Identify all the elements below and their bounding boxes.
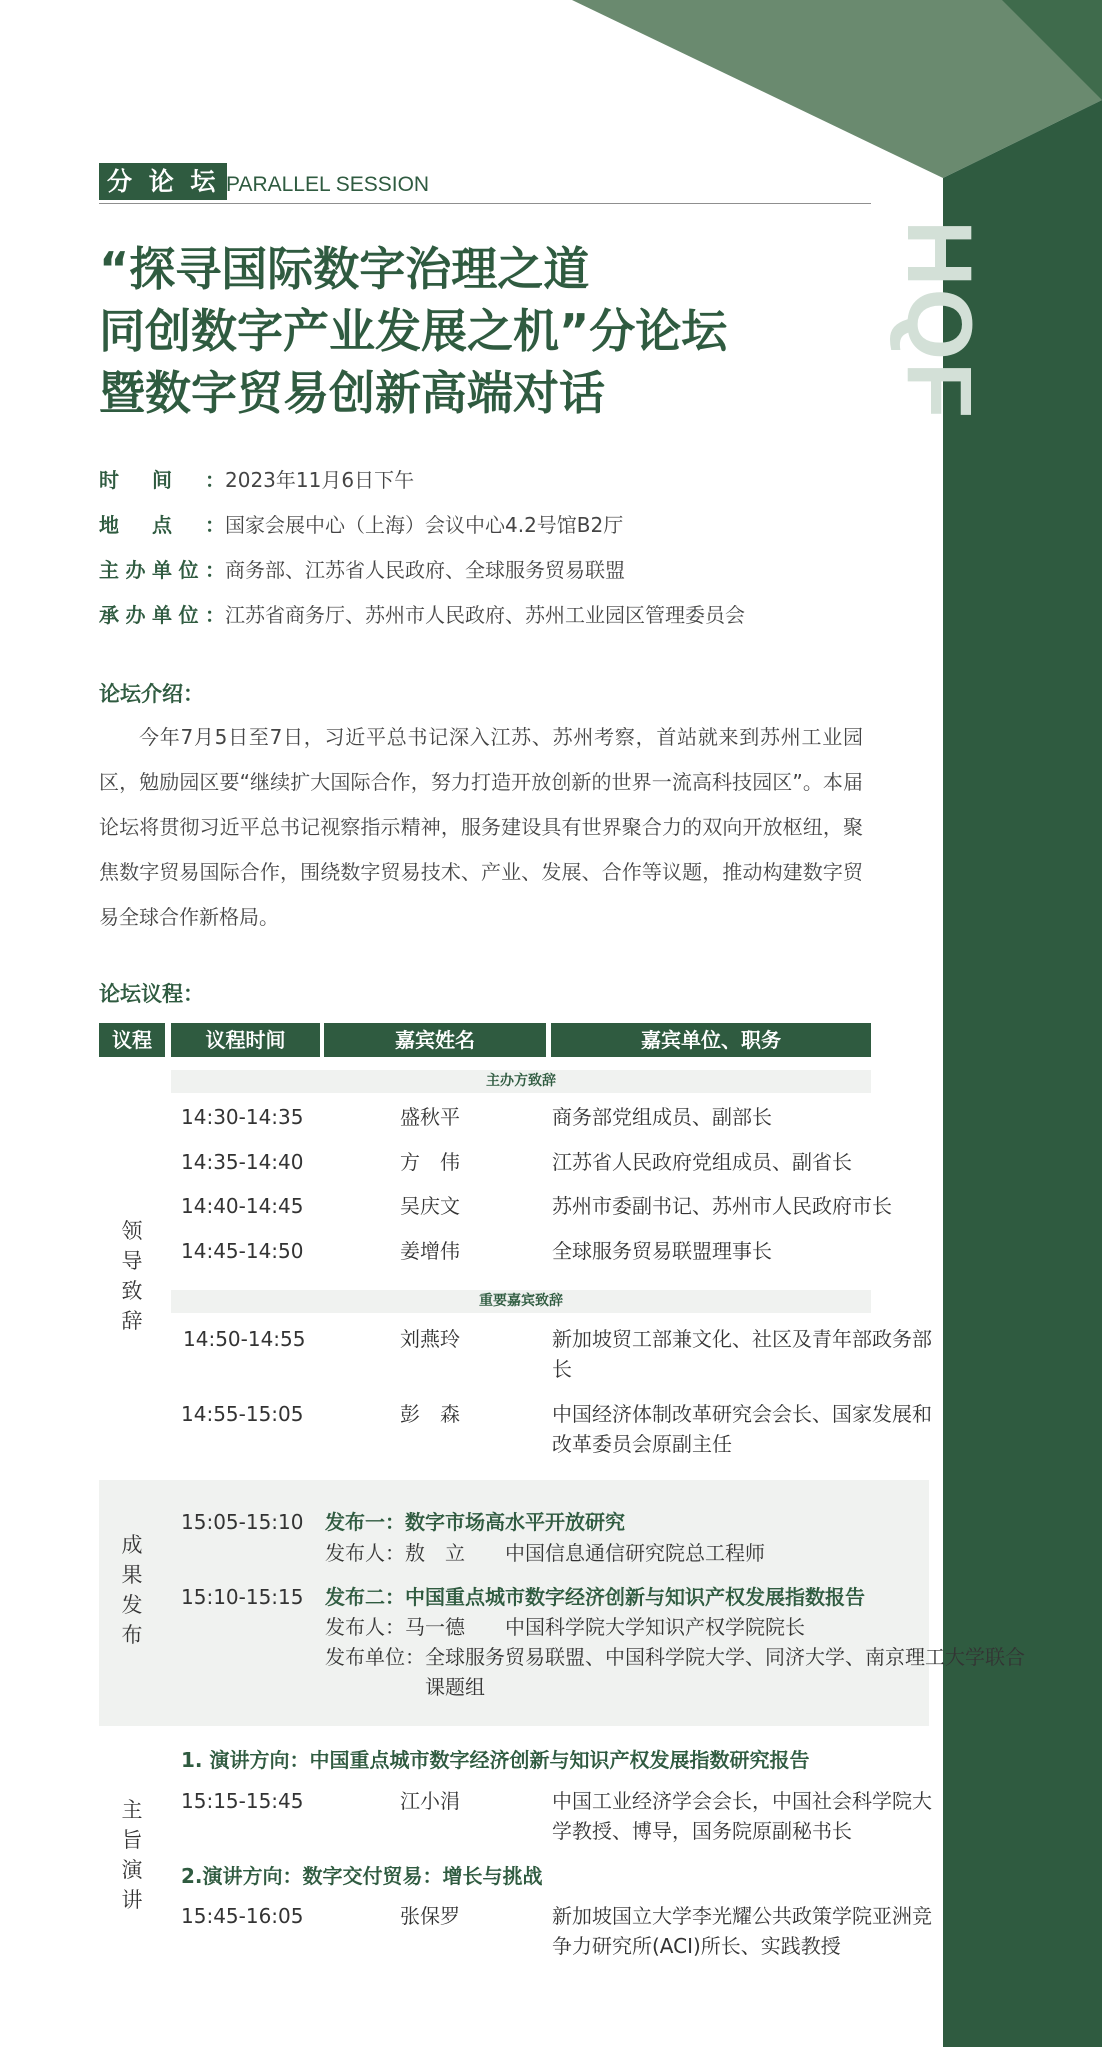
agenda-time: 15:15-15:45 <box>181 1789 304 1813</box>
guest-name: 江小涓 <box>400 1789 460 1813</box>
title-line: 暨数字贸易创新高端对话 <box>99 366 605 420</box>
th-guest-org: 嘉宾单位、职务 <box>551 1023 871 1057</box>
release-presenter <box>325 1612 805 1642</box>
guest-org: 新加坡贸工部兼文化、社区及青年部政务部长 <box>552 1327 932 1381</box>
release-unit-text: 全球服务贸易联盟、中国科学院大学、同济大学、南京理工大学联合课题组 <box>425 1645 1025 1699</box>
agenda-time: 15:05-15:10 <box>181 1510 304 1534</box>
agenda-time: 15:10-15:15 <box>181 1585 304 1609</box>
info-row-location <box>99 508 899 553</box>
guest-org: 全球服务贸易联盟理事长 <box>552 1239 772 1263</box>
info-label: 承办单位： <box>99 603 225 627</box>
guest-org: 江苏省人民政府党组成员、副省长 <box>552 1150 852 1174</box>
info-value: 江苏省商务厅、苏州市人民政府、苏州工业园区管理委员会 <box>225 603 745 627</box>
release-presenter-text: 马一德 中国科学院大学知识产权学院院长 <box>405 1615 805 1639</box>
release-title: 发布一：数字市场高水平开放研究 <box>325 1510 625 1534</box>
info-row-time <box>99 463 899 508</box>
intro-paragraph: 今年7月5日至7日，习近平总书记深入江苏、苏州考察，首站就来到苏州工业园区，勉励园区要“继续扩大国际合作，努力打造开放创新的世界一流高科技园区”。本届论坛将贯彻习近平总书记视察指示精神，服务建设具有世界聚合力的双向开放枢纽，聚焦数字贸易国际合作，围绕数字贸易技术、产业、发展、合作等议题，推动构建数字贸易全球合作新格局。 <box>99 725 863 929</box>
info-value: 商务部、江苏省人民政府、全球服务贸易联盟 <box>225 558 625 582</box>
section-tag-english: PARALLEL SESSION <box>226 173 430 196</box>
guest-name: 姜增伟 <box>400 1239 460 1263</box>
release-presenter-label: 发布人： <box>325 1541 405 1565</box>
guest-org: 新加坡国立大学李光耀公共政策学院亚洲竞争力研究所(ACI)所长、实践教授 <box>552 1904 932 1958</box>
agenda-time: 14:30-14:35 <box>181 1105 304 1129</box>
info-row-organizer <box>99 598 899 643</box>
agenda-time: 14:35-14:40 <box>181 1150 304 1174</box>
agenda-time: 14:55-15:05 <box>181 1402 304 1426</box>
title-line: 同创数字产业发展之机”分论坛 <box>99 304 728 358</box>
session-label-release: 成果发布 <box>121 1533 143 1647</box>
session-label-keynote: 主旨演讲 <box>121 1798 143 1912</box>
release-unit-label: 发布单位： <box>325 1645 425 1669</box>
info-label: 时间： <box>99 468 225 492</box>
info-value: 国家会展中心（上海）会议中心4.2号馆B2厅 <box>225 513 624 537</box>
release-presenter-label: 发布人： <box>325 1615 405 1639</box>
keynote-topic: 1. 演讲方向：中国重点城市数字经济创新与知识产权发展指数研究报告 <box>181 1748 810 1772</box>
agenda-time: 15:45-16:05 <box>181 1904 304 1928</box>
release-presenter <box>325 1538 765 1568</box>
guest-org: 中国经济体制改革研究会会长、国家发展和改革委员会原副主任 <box>552 1402 932 1456</box>
keynote-topic: 2.演讲方向：数字交付贸易：增长与挑战 <box>181 1864 543 1888</box>
guest-name: 张保罗 <box>400 1904 460 1928</box>
guest-name: 盛秋平 <box>400 1105 460 1129</box>
intro-heading: 论坛介绍： <box>99 682 204 706</box>
section-header <box>99 163 871 204</box>
info-label: 主办单位： <box>99 558 225 582</box>
th-guest-name: 嘉宾姓名 <box>324 1023 546 1057</box>
section-tag: 分 论 坛 <box>99 163 227 200</box>
release-unit <box>325 1642 1025 1702</box>
session-label-leaders: 领导致辞 <box>121 1219 143 1333</box>
title-line: “探寻国际数字治理之道 <box>99 242 590 296</box>
info-row-host <box>99 553 899 598</box>
subheading-guest-speech: 重要嘉宾致辞 <box>171 1290 871 1313</box>
agenda-heading: 论坛议程： <box>99 982 204 1006</box>
guest-name: 吴庆文 <box>400 1194 460 1218</box>
guest-org: 苏州市委副书记、苏州市人民政府市长 <box>552 1194 892 1218</box>
info-label: 地点： <box>99 513 225 537</box>
info-value: 2023年11月6日下午 <box>225 468 415 492</box>
guest-org: 中国工业经济学会会长，中国社会科学院大学教授、博导，国务院原副秘书长 <box>552 1789 932 1843</box>
release-presenter-text: 敖 立 中国信息通信研究院总工程师 <box>405 1541 765 1565</box>
release-title: 发布二：中国重点城市数字经济创新与知识产权发展指数报告 <box>325 1585 865 1609</box>
th-time: 议程时间 <box>171 1023 320 1057</box>
subheading-host-speech: 主办方致辞 <box>171 1070 871 1093</box>
side-watermark-hqf: HQF <box>888 220 990 421</box>
event-info <box>99 463 899 643</box>
page-title <box>99 238 859 424</box>
agenda-time: 14:45-14:50 <box>181 1239 304 1263</box>
guest-name: 彭 森 <box>400 1402 460 1426</box>
guest-org: 商务部党组成员、副部长 <box>552 1105 772 1129</box>
guest-name: 方 伟 <box>400 1150 460 1174</box>
agenda-time: 14:40-14:45 <box>181 1194 304 1218</box>
th-session: 议程 <box>99 1023 165 1057</box>
agenda-time: 14:50-14:55 <box>183 1327 306 1351</box>
guest-name: 刘燕玲 <box>400 1327 460 1351</box>
